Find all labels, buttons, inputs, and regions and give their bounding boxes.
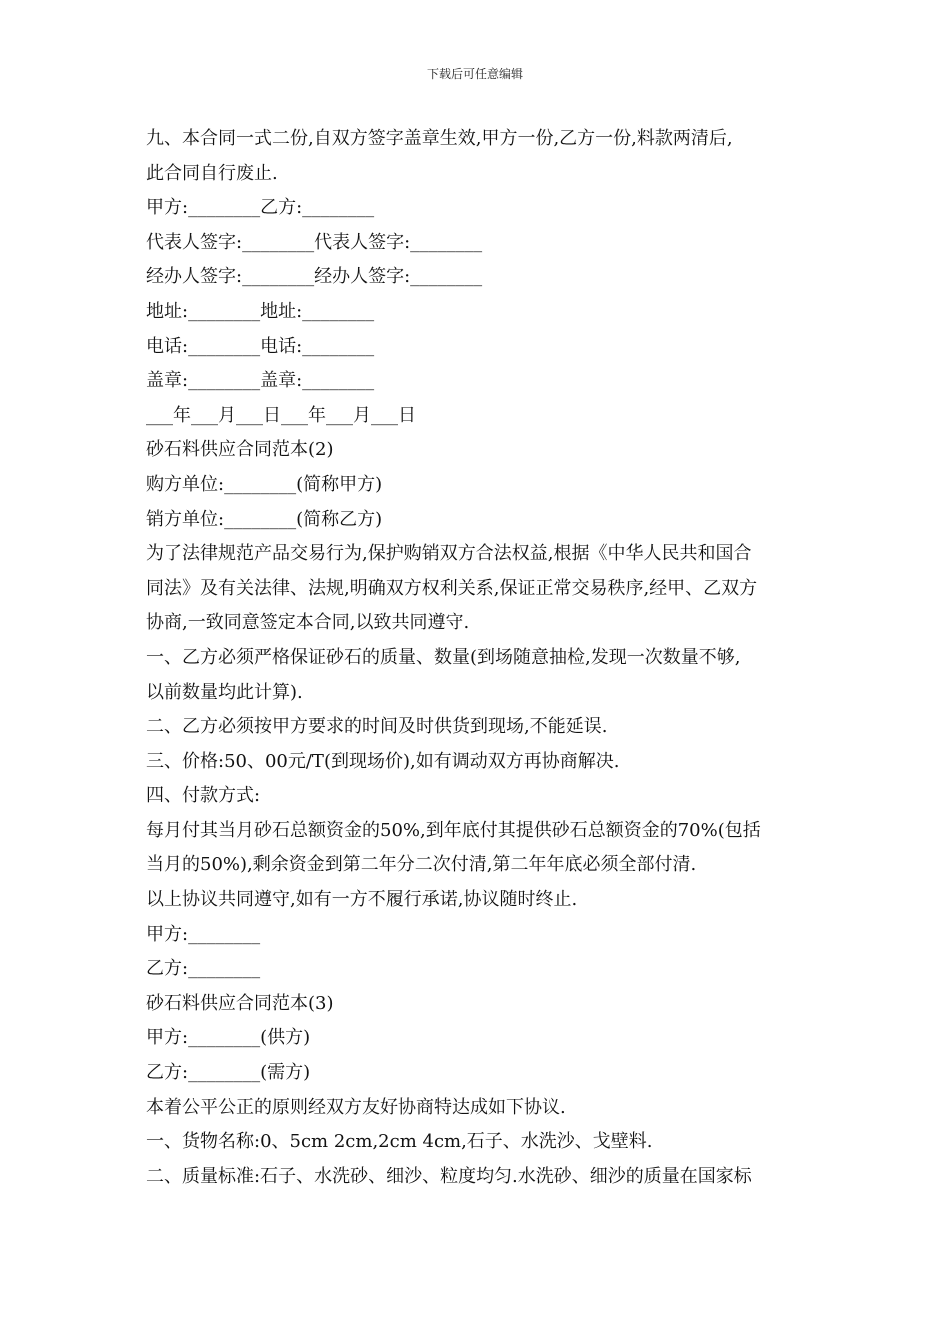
paragraph-line: 二、乙方必须按甲方要求的时间及时供货到现场,不能延误. [146, 716, 608, 738]
paragraph-line: 甲方:________ [146, 923, 261, 945]
section-title: 砂石料供应合同范本(3) [146, 992, 334, 1014]
paragraph-line: 同法》及有关法律、法规,明确双方权利关系,保证正常交易秩序,经甲、乙双方 [146, 577, 758, 599]
paragraph-line: 乙方:________(需方) [146, 1062, 311, 1084]
paragraph-line: ___年___月___日___年___月___日 [146, 404, 416, 426]
paragraph-line: 甲方:________(供方) [146, 1027, 311, 1049]
paragraph-line: 代表人签字:________代表人签字:________ [146, 231, 483, 253]
paragraph-line: 四、付款方式: [146, 785, 261, 807]
paragraph-line: 一、货物名称:0、5cm 2cm,2cm 4cm,石子、水洗沙、戈壁料. [146, 1131, 653, 1153]
section-title: 砂石料供应合同范本(2) [146, 439, 334, 461]
paragraph-line: 协商,一致同意签定本合同,以致共同遵守. [146, 612, 470, 634]
paragraph-line: 经办人签字:________经办人签字:________ [146, 266, 483, 288]
paragraph-line: 以上协议共同遵守,如有一方不履行承诺,协议随时终止. [146, 889, 578, 911]
document-body [146, 122, 810, 1194]
paragraph-line: 乙方:________ [146, 958, 261, 980]
paragraph-line: 本着公平公正的原则经双方友好协商特达成如下协议. [146, 1096, 566, 1118]
paragraph-line: 地址:________地址:________ [146, 300, 375, 322]
paragraph-line: 为了法律规范产品交易行为,保护购销双方合法权益,根据《中华人民共和国合 [146, 543, 752, 565]
page-header: 下载后可任意编辑 [426, 67, 523, 81]
paragraph-line: 每月付其当月砂石总额资金的50%,到年底付其提供砂石总额资金的70%(包括 [146, 819, 761, 841]
paragraph-line: 销方单位:________(简称乙方) [146, 508, 383, 530]
paragraph-line: 九、本合同一式二份,自双方签字盖章生效,甲方一份,乙方一份,料款两清后, [146, 128, 733, 149]
paragraph-line: 一、乙方必须严格保证砂石的质量、数量(到场随意抽检,发现一次数量不够, [146, 646, 741, 668]
paragraph-line: 当月的50%),剩余资金到第二年分二次付清,第二年年底必须全部付清. [146, 854, 697, 876]
paragraph-line: 电话:________电话:________ [146, 335, 375, 357]
paragraph-line: 二、质量标准:石子、水洗砂、细沙、粒度均匀.水洗砂、细沙的质量在国家标 [146, 1165, 752, 1187]
paragraph-line: 三、价格:50、00元/T(到现场价),如有调动双方再协商解决. [146, 750, 620, 772]
paragraph-line: 甲方:________乙方:________ [146, 197, 375, 219]
paragraph-line: 盖章:________盖章:________ [146, 370, 375, 392]
paragraph-line: 以前数量均此计算). [146, 681, 303, 703]
paragraph-line: 购方单位:________(简称甲方) [146, 473, 383, 495]
paragraph-line: 此合同自行废止. [146, 162, 278, 184]
